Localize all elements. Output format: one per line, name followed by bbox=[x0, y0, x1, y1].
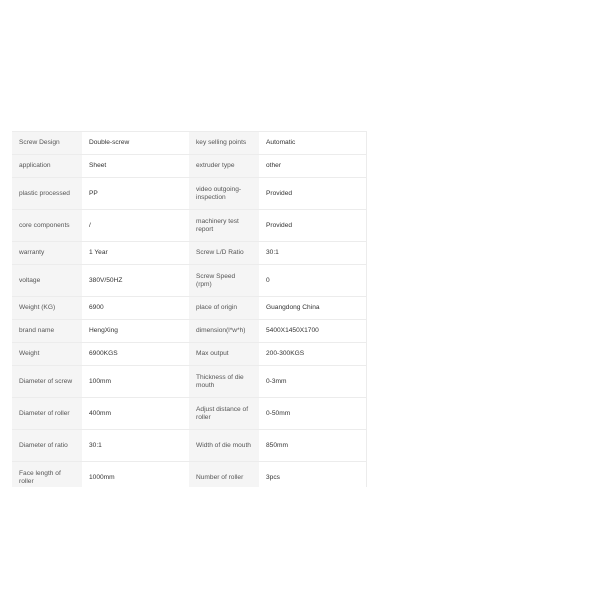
table-row bbox=[12, 178, 366, 210]
table-row bbox=[12, 320, 366, 343]
spec-value: 1 Year bbox=[82, 242, 189, 265]
spec-label: Screw Speed (rpm) bbox=[189, 265, 259, 297]
table-row bbox=[12, 430, 366, 462]
spec-value: 380V/50HZ bbox=[82, 265, 189, 297]
product-specs-table bbox=[12, 131, 366, 487]
spec-label: dimension(l*w*h) bbox=[189, 320, 259, 343]
spec-value: 400mm bbox=[82, 398, 189, 430]
spec-label: core components bbox=[12, 210, 82, 242]
spec-label: video outgoing-inspection bbox=[189, 178, 259, 210]
product-specs-table-container bbox=[12, 131, 367, 487]
spec-label: Diameter of roller bbox=[12, 398, 82, 430]
spec-label: Screw L/D Ratio bbox=[189, 242, 259, 265]
spec-label: key selling points bbox=[189, 132, 259, 155]
spec-label: Width of die mouth bbox=[189, 430, 259, 462]
spec-value: Provided bbox=[259, 210, 366, 242]
table-row bbox=[12, 366, 366, 398]
spec-label: Thickness of die mouth bbox=[189, 366, 259, 398]
spec-label: application bbox=[12, 155, 82, 178]
table-row bbox=[12, 462, 366, 488]
spec-value: Provided bbox=[259, 178, 366, 210]
spec-label: Diameter of ratio bbox=[12, 430, 82, 462]
spec-value: 30:1 bbox=[259, 242, 366, 265]
spec-value: 1000mm bbox=[82, 462, 189, 488]
spec-value: / bbox=[82, 210, 189, 242]
spec-label: Face length of roller bbox=[12, 462, 82, 488]
table-row bbox=[12, 398, 366, 430]
spec-value: Guangdong China bbox=[259, 297, 366, 320]
spec-value: 6900 bbox=[82, 297, 189, 320]
table-row bbox=[12, 242, 366, 265]
spec-value: HengXing bbox=[82, 320, 189, 343]
spec-label: machinery test report bbox=[189, 210, 259, 242]
table-row bbox=[12, 210, 366, 242]
spec-label: Weight bbox=[12, 343, 82, 366]
table-row bbox=[12, 132, 366, 155]
spec-value: 0-3mm bbox=[259, 366, 366, 398]
spec-label: Diameter of screw bbox=[12, 366, 82, 398]
spec-label: place of origin bbox=[189, 297, 259, 320]
table-row bbox=[12, 265, 366, 297]
spec-label: extruder type bbox=[189, 155, 259, 178]
spec-value: 5400X1450X1700 bbox=[259, 320, 366, 343]
table-row bbox=[12, 343, 366, 366]
spec-value: Sheet bbox=[82, 155, 189, 178]
spec-label: voltage bbox=[12, 265, 82, 297]
table-row bbox=[12, 155, 366, 178]
spec-value: 30:1 bbox=[82, 430, 189, 462]
spec-value: 0-50mm bbox=[259, 398, 366, 430]
spec-label: Weight (KG) bbox=[12, 297, 82, 320]
spec-value: 0 bbox=[259, 265, 366, 297]
spec-label: Max output bbox=[189, 343, 259, 366]
spec-value: Double-screw bbox=[82, 132, 189, 155]
spec-value: 3pcs bbox=[259, 462, 366, 488]
spec-value: PP bbox=[82, 178, 189, 210]
spec-value: 100mm bbox=[82, 366, 189, 398]
table-row bbox=[12, 297, 366, 320]
spec-label: Adjust distance of roller bbox=[189, 398, 259, 430]
spec-value: other bbox=[259, 155, 366, 178]
spec-label: Number of roller bbox=[189, 462, 259, 488]
spec-value: Automatic bbox=[259, 132, 366, 155]
spec-label: warranty bbox=[12, 242, 82, 265]
spec-label: plastic processed bbox=[12, 178, 82, 210]
spec-label: Screw Design bbox=[12, 132, 82, 155]
spec-value: 850mm bbox=[259, 430, 366, 462]
spec-label: brand name bbox=[12, 320, 82, 343]
spec-value: 6900KGS bbox=[82, 343, 189, 366]
spec-value: 200-300KGS bbox=[259, 343, 366, 366]
